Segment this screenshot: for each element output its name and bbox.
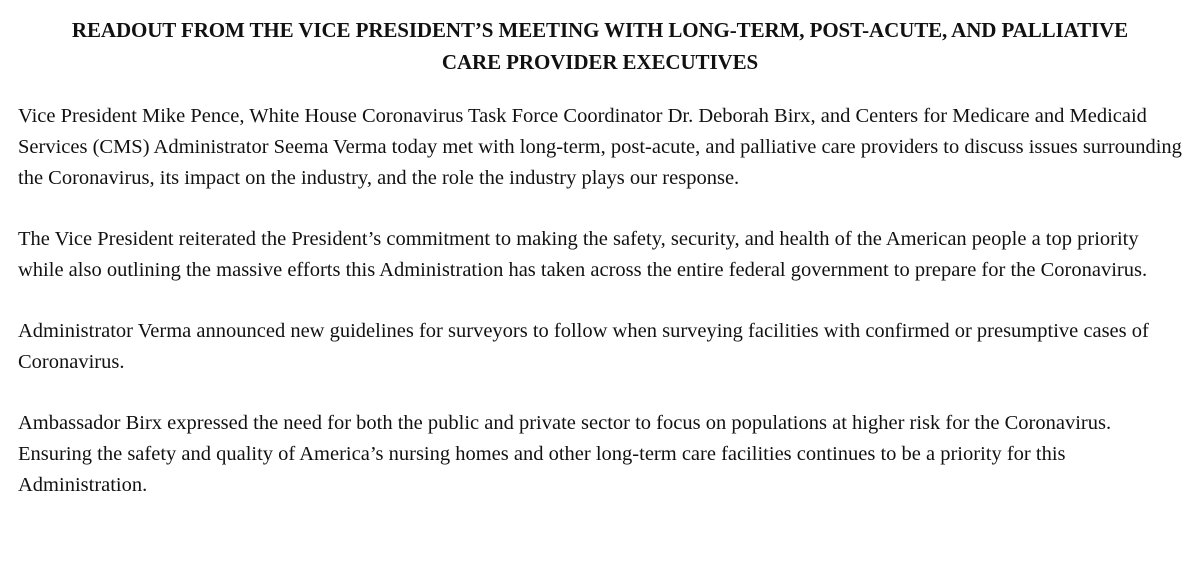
paragraph-verma-guidelines: Administrator Verma announced new guidelines for surveyors to follow when surveying facilities with confirmed or presumptive cases of Coronavirus. bbox=[18, 320, 1149, 373]
document-body bbox=[18, 14, 1182, 501]
title-line-1: READOUT FROM THE VICE PRESIDENT’S MEETING WITH LONG-TERM, POST-ACUTE, AND PALLIATIVE bbox=[71, 18, 1129, 42]
paragraph-president-commitment: The Vice President reiterated the President’s commitment to making the safety, security, and health of the American people a top priority while also outlining the massive efforts this Administration has taken across the entire federal government to prepare for the Coronavirus. bbox=[18, 228, 1148, 281]
document-title bbox=[18, 14, 1182, 78]
paragraph-meeting-summary: Vice President Mike Pence, White House Coronavirus Task Force Coordinator Dr. Deborah Birx, and Centers for Medicare and Medicaid Services (CMS) Administrator Seema Verma today met with long-term, post-acute, and palliative care providers to discuss issues surrounding the Coronavirus, its impact on the industry, and the role the industry plays our response. bbox=[18, 105, 1182, 189]
title-line-2: CARE PROVIDER EXECUTIVES bbox=[441, 50, 759, 74]
paragraph-birx-statement: Ambassador Birx expressed the need for both the public and private sector to focus on populations at higher risk for the Coronavirus. Ensuring the safety and quality of America’s nursing homes and other long-term care facilities continues to be a priority for this Administration. bbox=[18, 412, 1112, 496]
